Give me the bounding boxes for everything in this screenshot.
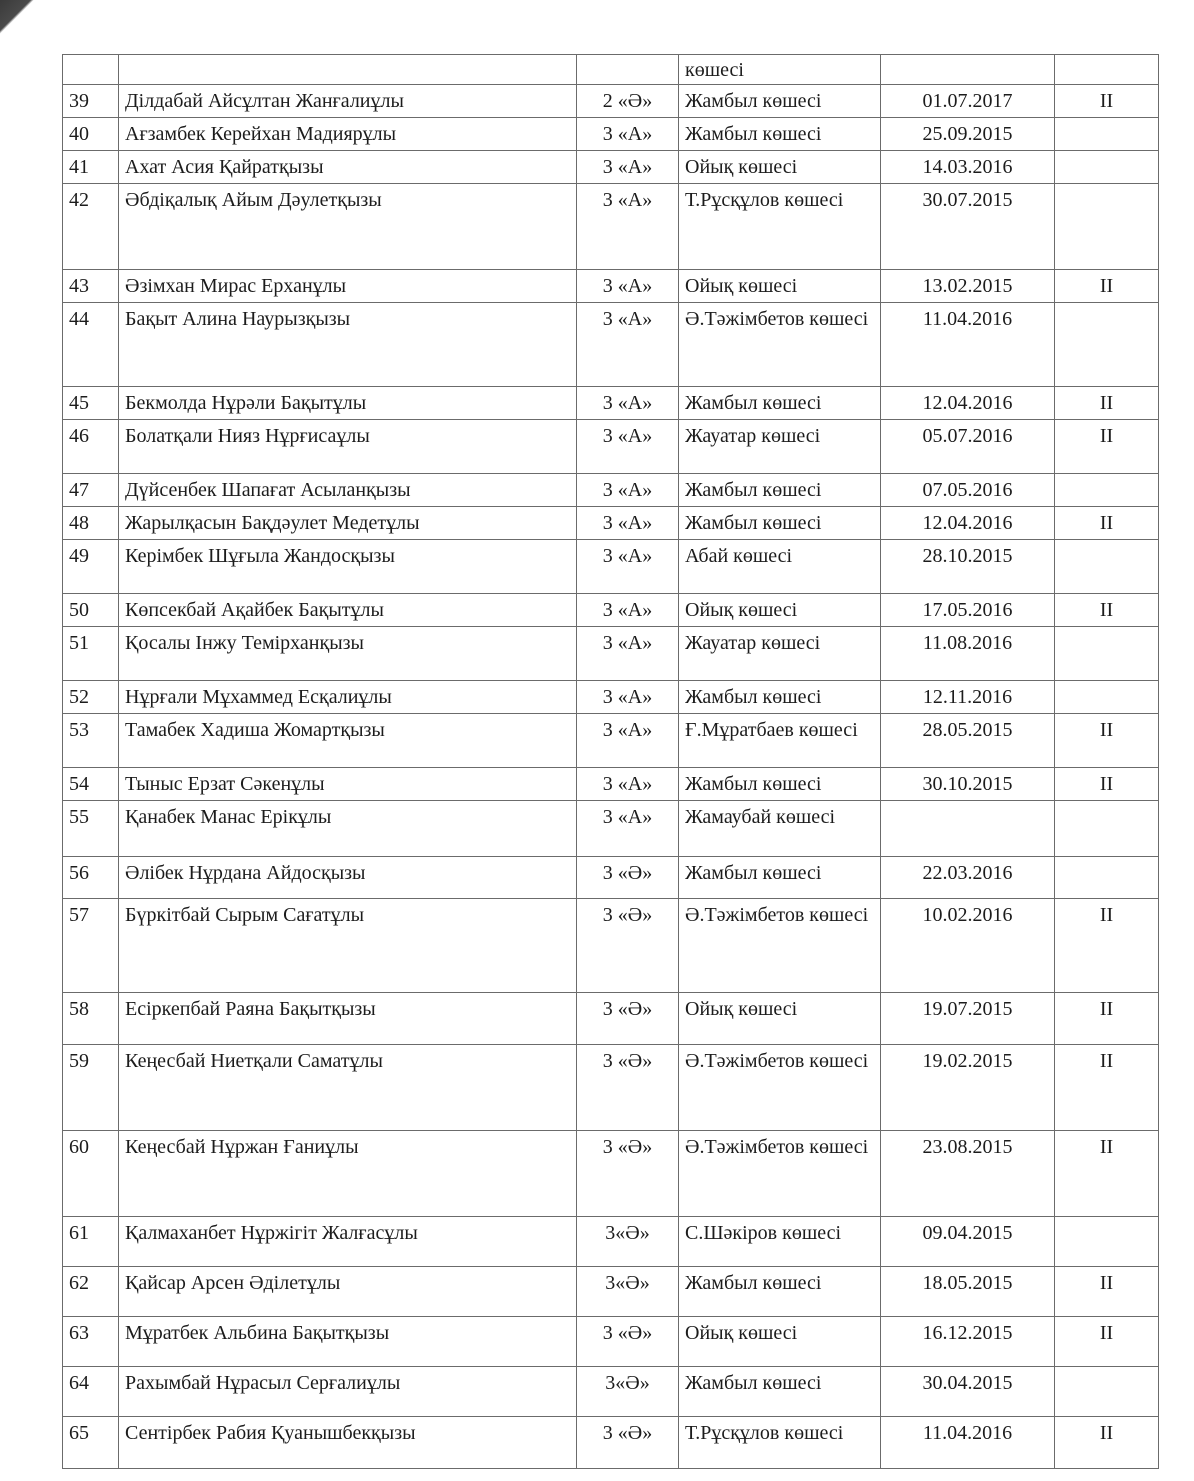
table-row — [63, 507, 1159, 540]
table-row — [63, 1317, 1159, 1367]
cell-num: 56 — [63, 857, 119, 899]
cell-num: 53 — [63, 714, 119, 768]
cell-group — [1055, 801, 1159, 857]
table-row — [63, 270, 1159, 303]
cell-street: Жамбыл көшесі — [679, 1367, 881, 1417]
cell-class: 3«Ә» — [577, 1367, 679, 1417]
cell-name: Сентірбек Рабия Қуанышбекқызы — [119, 1417, 577, 1469]
cell-name: Нұрғали Мұхаммед Есқалиұлы — [119, 681, 577, 714]
cell-group — [1055, 1217, 1159, 1267]
cell-class: 3 «А» — [577, 594, 679, 627]
table-row — [63, 540, 1159, 594]
cell-date: 05.07.2016 — [881, 420, 1055, 474]
cell-group — [1055, 303, 1159, 387]
cell-street: Жамбыл көшесі — [679, 681, 881, 714]
cell-num: 47 — [63, 474, 119, 507]
cell-class: 3 «А» — [577, 118, 679, 151]
cell-group: II — [1055, 594, 1159, 627]
cell-class: 3 «А» — [577, 768, 679, 801]
cell-date: 07.05.2016 — [881, 474, 1055, 507]
table-row — [63, 768, 1159, 801]
cell-name: Көпсекбай Ақайбек Бақытұлы — [119, 594, 577, 627]
cell-num: 46 — [63, 420, 119, 474]
cell-date: 11.08.2016 — [881, 627, 1055, 681]
cell-name: Әзімхан Мирас Ерханұлы — [119, 270, 577, 303]
table-row — [63, 857, 1159, 899]
cell-num — [63, 55, 119, 85]
cell-num: 44 — [63, 303, 119, 387]
table-row — [63, 184, 1159, 270]
table-row — [63, 118, 1159, 151]
cell-name: Бүркітбай Сырым Сағатұлы — [119, 899, 577, 993]
cell-group: II — [1055, 1045, 1159, 1131]
cell-class: 3 «Ә» — [577, 1317, 679, 1367]
cell-class: 3 «А» — [577, 420, 679, 474]
cell-street: Ә.Тәжімбетов көшесі — [679, 1131, 881, 1217]
cell-street: Жауатар көшесі — [679, 627, 881, 681]
cell-num: 59 — [63, 1045, 119, 1131]
cell-name: Қосалы Інжу Темірханқызы — [119, 627, 577, 681]
cell-group — [1055, 1367, 1159, 1417]
cell-class: 3 «А» — [577, 151, 679, 184]
cell-date: 12.04.2016 — [881, 387, 1055, 420]
cell-group — [1055, 474, 1159, 507]
table-row — [63, 1217, 1159, 1267]
cell-class: 3 «Ә» — [577, 1045, 679, 1131]
cell-group — [1055, 151, 1159, 184]
cell-street: Ә.Тәжімбетов көшесі — [679, 899, 881, 993]
cell-date: 30.04.2015 — [881, 1367, 1055, 1417]
cell-num: 39 — [63, 85, 119, 118]
cell-group — [1055, 118, 1159, 151]
cell-group: II — [1055, 420, 1159, 474]
cell-street: Ғ.Мұратбаев көшесі — [679, 714, 881, 768]
cell-num: 45 — [63, 387, 119, 420]
cell-name: Қанабек Манас Ерікұлы — [119, 801, 577, 857]
table-row — [63, 1267, 1159, 1317]
cell-name: Бекмолда Нұрәли Бақытұлы — [119, 387, 577, 420]
cell-group: II — [1055, 899, 1159, 993]
table-row — [63, 1131, 1159, 1217]
cell-class: 3 «Ә» — [577, 899, 679, 993]
cell-name: Мұратбек Альбина Бақытқызы — [119, 1317, 577, 1367]
table-row — [63, 151, 1159, 184]
cell-date: 19.07.2015 — [881, 993, 1055, 1045]
cell-class: 3 «А» — [577, 507, 679, 540]
cell-street: Жамбыл көшесі — [679, 507, 881, 540]
cell-num: 40 — [63, 118, 119, 151]
cell-group — [1055, 627, 1159, 681]
cell-class: 3 «А» — [577, 801, 679, 857]
table-row — [63, 899, 1159, 993]
cell-date: 10.02.2016 — [881, 899, 1055, 993]
cell-name: Дүйсенбек Шапағат Асыланқызы — [119, 474, 577, 507]
cell-street: Жамбыл көшесі — [679, 118, 881, 151]
scan-corner-shadow — [0, 0, 34, 34]
student-roster-table — [62, 54, 1159, 1469]
cell-num: 65 — [63, 1417, 119, 1469]
cell-num: 43 — [63, 270, 119, 303]
cell-name: Қайсар Арсен Әділетұлы — [119, 1267, 577, 1317]
cell-num: 61 — [63, 1217, 119, 1267]
cell-date — [881, 55, 1055, 85]
table-row — [63, 714, 1159, 768]
cell-num: 55 — [63, 801, 119, 857]
table-row — [63, 420, 1159, 474]
cell-name: Тыныс Ерзат Сәкенұлы — [119, 768, 577, 801]
cell-num: 49 — [63, 540, 119, 594]
cell-street: Т.Рұсқұлов көшесі — [679, 1417, 881, 1469]
table-row — [63, 627, 1159, 681]
cell-class: 3 «А» — [577, 270, 679, 303]
cell-date: 28.05.2015 — [881, 714, 1055, 768]
cell-group: II — [1055, 1267, 1159, 1317]
cell-group — [1055, 540, 1159, 594]
cell-name: Кеңесбай Ниетқали Саматұлы — [119, 1045, 577, 1131]
cell-group: II — [1055, 1317, 1159, 1367]
cell-street: Жамаубай көшесі — [679, 801, 881, 857]
cell-class: 3 «А» — [577, 627, 679, 681]
cell-street: Жамбыл көшесі — [679, 768, 881, 801]
cell-street: Жамбыл көшесі — [679, 387, 881, 420]
cell-group — [1055, 681, 1159, 714]
cell-street: көшесі — [679, 55, 881, 85]
cell-street: С.Шәкіров көшесі — [679, 1217, 881, 1267]
table-row — [63, 85, 1159, 118]
table-row — [63, 303, 1159, 387]
cell-date: 17.05.2016 — [881, 594, 1055, 627]
cell-name: Тамабек Хадиша Жомартқызы — [119, 714, 577, 768]
cell-group: II — [1055, 1131, 1159, 1217]
cell-num: 60 — [63, 1131, 119, 1217]
cell-num: 54 — [63, 768, 119, 801]
cell-num: 62 — [63, 1267, 119, 1317]
cell-class: 3«Ә» — [577, 1267, 679, 1317]
table-row — [63, 474, 1159, 507]
table-row — [63, 1417, 1159, 1469]
cell-name: Ахат Асия Қайратқызы — [119, 151, 577, 184]
cell-date: 13.02.2015 — [881, 270, 1055, 303]
cell-date: 12.11.2016 — [881, 681, 1055, 714]
cell-street: Ойық көшесі — [679, 594, 881, 627]
cell-street: Т.Рұсқұлов көшесі — [679, 184, 881, 270]
cell-name: Рахымбай Нұрасыл Серғалиұлы — [119, 1367, 577, 1417]
cell-name: Қалмаханбет Нұржігіт Жалғасұлы — [119, 1217, 577, 1267]
table-row — [63, 801, 1159, 857]
cell-date: 09.04.2015 — [881, 1217, 1055, 1267]
cell-group: II — [1055, 85, 1159, 118]
cell-date: 22.03.2016 — [881, 857, 1055, 899]
cell-class: 3 «А» — [577, 540, 679, 594]
cell-group: II — [1055, 714, 1159, 768]
cell-date: 28.10.2015 — [881, 540, 1055, 594]
cell-class: 3 «А» — [577, 184, 679, 270]
cell-class: 3 «Ә» — [577, 1417, 679, 1469]
cell-street: Ә.Тәжімбетов көшесі — [679, 1045, 881, 1131]
cell-name: Бақыт Алина Наурызқызы — [119, 303, 577, 387]
roster-body — [63, 55, 1159, 1469]
cell-class: 3«Ә» — [577, 1217, 679, 1267]
cell-date: 16.12.2015 — [881, 1317, 1055, 1367]
cell-group: II — [1055, 387, 1159, 420]
cell-class: 3 «Ә» — [577, 993, 679, 1045]
cell-date — [881, 801, 1055, 857]
cell-num: 52 — [63, 681, 119, 714]
cell-num: 42 — [63, 184, 119, 270]
cell-date: 11.04.2016 — [881, 303, 1055, 387]
cell-class: 3 «Ә» — [577, 1131, 679, 1217]
cell-date: 19.02.2015 — [881, 1045, 1055, 1131]
cell-date: 25.09.2015 — [881, 118, 1055, 151]
cell-num: 50 — [63, 594, 119, 627]
cell-name: Кеңесбай Нұржан Ғаниұлы — [119, 1131, 577, 1217]
cell-num: 48 — [63, 507, 119, 540]
cell-street: Жамбыл көшесі — [679, 85, 881, 118]
cell-group — [1055, 55, 1159, 85]
cell-street: Жамбыл көшесі — [679, 857, 881, 899]
cell-date: 11.04.2016 — [881, 1417, 1055, 1469]
cell-group: II — [1055, 768, 1159, 801]
cell-group: II — [1055, 993, 1159, 1045]
cell-group: II — [1055, 507, 1159, 540]
cell-num: 41 — [63, 151, 119, 184]
table-row — [63, 1045, 1159, 1131]
cell-date: 23.08.2015 — [881, 1131, 1055, 1217]
cell-street: Абай көшесі — [679, 540, 881, 594]
cell-date: 30.10.2015 — [881, 768, 1055, 801]
cell-street: Ойық көшесі — [679, 1317, 881, 1367]
cell-num: 58 — [63, 993, 119, 1045]
cell-num: 57 — [63, 899, 119, 993]
cell-date: 18.05.2015 — [881, 1267, 1055, 1317]
cell-class: 3 «А» — [577, 681, 679, 714]
cell-name: Әбдіқалық Айым Дәулетқызы — [119, 184, 577, 270]
cell-class: 3 «А» — [577, 474, 679, 507]
cell-date: 01.07.2017 — [881, 85, 1055, 118]
table-row — [63, 387, 1159, 420]
cell-street: Ә.Тәжімбетов көшесі — [679, 303, 881, 387]
table-row — [63, 681, 1159, 714]
cell-street: Жамбыл көшесі — [679, 474, 881, 507]
cell-num: 63 — [63, 1317, 119, 1367]
cell-date: 14.03.2016 — [881, 151, 1055, 184]
cell-group: II — [1055, 270, 1159, 303]
cell-name — [119, 55, 577, 85]
cell-class — [577, 55, 679, 85]
cell-num: 51 — [63, 627, 119, 681]
cell-street: Ойық көшесі — [679, 270, 881, 303]
cell-class: 3 «А» — [577, 714, 679, 768]
cell-class: 2 «Ә» — [577, 85, 679, 118]
cell-class: 3 «А» — [577, 303, 679, 387]
table-row — [63, 594, 1159, 627]
cell-name: Жарылқасын Бақдәулет Медетұлы — [119, 507, 577, 540]
cell-group — [1055, 857, 1159, 899]
cell-class: 3 «А» — [577, 387, 679, 420]
table-row — [63, 993, 1159, 1045]
cell-group: II — [1055, 1417, 1159, 1469]
cell-name: Ділдабай Айсұлтан Жанғалиұлы — [119, 85, 577, 118]
table-row — [63, 1367, 1159, 1417]
cell-name: Әлібек Нұрдана Айдосқызы — [119, 857, 577, 899]
cell-street: Ойық көшесі — [679, 993, 881, 1045]
cell-class: 3 «Ә» — [577, 857, 679, 899]
cell-name: Керімбек Шұғыла Жандосқызы — [119, 540, 577, 594]
cell-group — [1055, 184, 1159, 270]
cell-street: Ойық көшесі — [679, 151, 881, 184]
cell-street: Жауатар көшесі — [679, 420, 881, 474]
cell-date: 30.07.2015 — [881, 184, 1055, 270]
continuation-row — [63, 55, 1159, 85]
cell-name: Ағзамбек Керейхан Мадиярұлы — [119, 118, 577, 151]
cell-name: Болатқали Нияз Нұрғисаұлы — [119, 420, 577, 474]
cell-date: 12.04.2016 — [881, 507, 1055, 540]
cell-name: Есіркепбай Раяна Бақытқызы — [119, 993, 577, 1045]
cell-street: Жамбыл көшесі — [679, 1267, 881, 1317]
cell-num: 64 — [63, 1367, 119, 1417]
